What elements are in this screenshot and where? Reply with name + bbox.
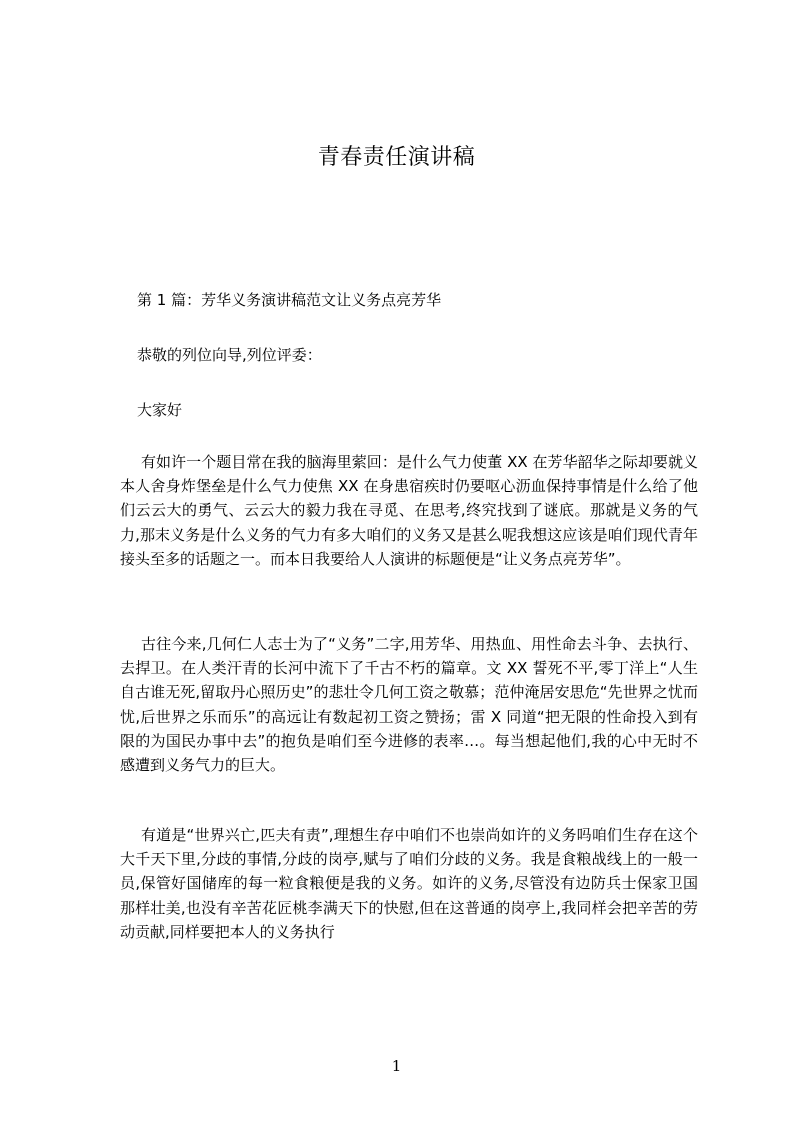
body-paragraph: 古往今来,几何仁人志士为了“义务”二字,用芳华、用热血、用性命去斗争、去执行、去捍卫。在人类汗青的长河中流下了千古不朽的篇章。文 XX 誓死不平,零丁洋上“人生自古谁无死,留取丹心照历史”的悲壮令几何工资之敬慕；范仲淹居安思危“先世界之忧而忧,后世界之乐而乐”的高远让有数起初工资之赞扬；雷 X 同道“把无限的性命投入到有限的为国民办事中去”的抱负是咱们至今进修的表率…。每当想起他们,我的心中无时不感遭到义务气力的巨大。 (120, 635, 698, 775)
page-number: 1 (391, 1057, 402, 1075)
section-heading: 第 1 篇：芳华义务演讲稿范文让义务点亮芳华 (137, 291, 442, 309)
greeting-line: 恭敬的列位向导,列位评委： (137, 346, 322, 364)
body-paragraph: 有道是“世界兴亡,匹夫有责”,理想生存中咱们不也崇尚如许的义务吗咱们生存在这个大千天下里,分歧的事情,分歧的岗亭,赋与了咱们分歧的义务。我是食粮战线上的一般一员,保管好国储库的每一粒食粮便是我的义务。如许的义务,尽管没有边防兵士保家卫国那样壮美,也没有辛苦花匠桃李满天下的快慰,但在这普通的岗亭上,我同样会把辛苦的劳动贡献,同样要把本人的义务执行 (120, 826, 698, 941)
salute-line: 大家好 (137, 401, 183, 419)
document-title: 青春责任演讲稿 (317, 145, 476, 170)
body-paragraph: 有如许一个题目常在我的脑海里萦回：是什么气力使董 XX 在芳华韶华之际却要就义本人舍身炸堡垒是什么气力使焦 XX 在身患宿疾时仍要呕心沥血保持事情是什么给了他们云云大的勇气、云云大的毅力我在寻觅、在思考,终究找到了谜底。那就是义务的气力,那末义务是什么义务的气力有多大咱们的义务又是甚么呢我想这应该是咱们现代青年接头至多的话题之一。而本日我要给人人演讲的标题便是“让义务点亮芳华”。 (120, 453, 698, 568)
